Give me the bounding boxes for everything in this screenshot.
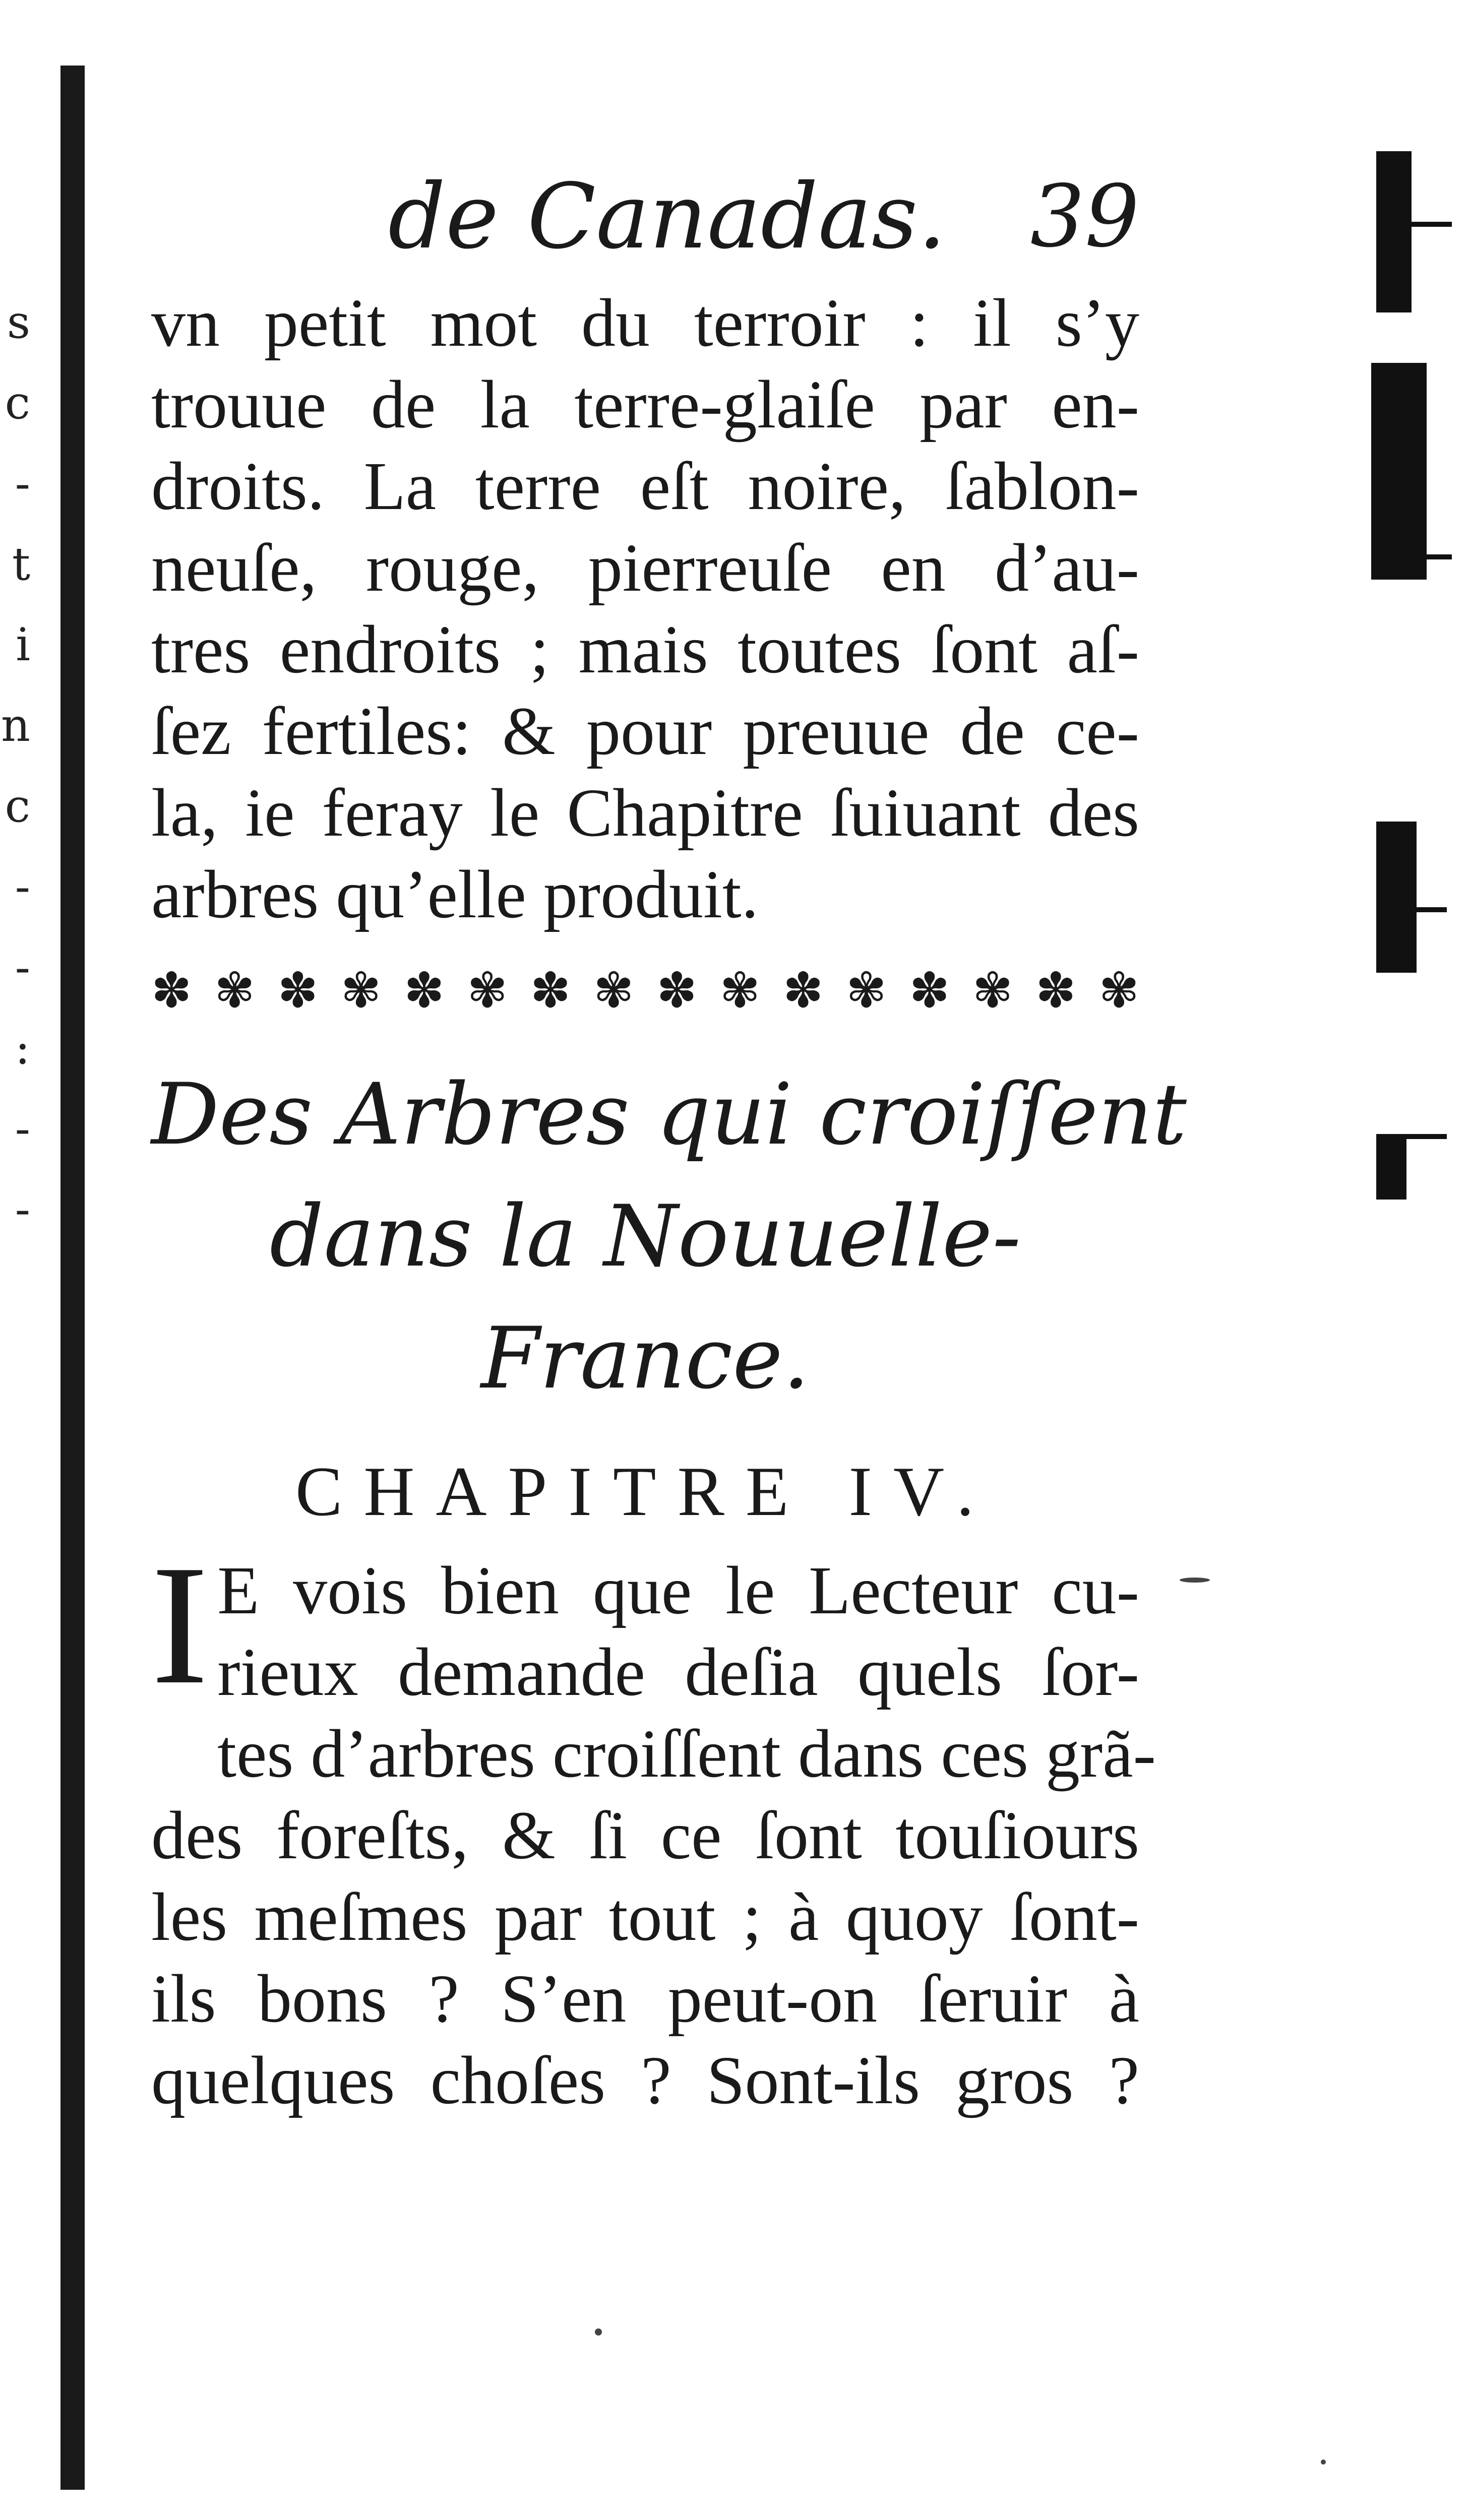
facing-page-mark: - — [15, 1183, 30, 1236]
chapter-title-line: France. — [480, 1309, 810, 1408]
facing-page-margin — [0, 282, 30, 1250]
ornamental-divider — [151, 960, 1139, 1021]
chapter-title-line: dans la Nouuelle- — [269, 1187, 1021, 1286]
facing-page-mark: - — [15, 457, 30, 510]
text-line: trouue de la terre-glaiſe par en- — [151, 367, 1139, 443]
facing-page-mark: t — [12, 538, 30, 591]
fleuron-icon: ✽ — [277, 962, 319, 1019]
fleuron-icon: ✾ — [972, 962, 1013, 1019]
chapter-title-line: Des Arbres qui croiſſent — [151, 1065, 1187, 1164]
text-line: rieux demande deſia quels ſor- — [217, 1634, 1139, 1710]
scan-speck — [1321, 2460, 1326, 2465]
text-line: des foreſts, & ſi ce ſont touſiours — [151, 1798, 1139, 1873]
bleed-tick — [1412, 907, 1447, 912]
fleuron-icon: ✽ — [1035, 962, 1076, 1019]
text-line: les meſmes par tout ; à quoy ſont- — [151, 1879, 1139, 1955]
text-line: neuſe, rouge, pierreuſe en d’au- — [151, 530, 1139, 606]
facing-page-mark: - — [15, 1102, 30, 1155]
next-page-bleed — [1361, 151, 1462, 1210]
text-line: arbres qu’elle produit. — [151, 857, 759, 932]
bleed-block — [1376, 1134, 1406, 1200]
opening-paragraph — [151, 282, 1139, 935]
facing-page-mark: : — [15, 1022, 30, 1075]
fleuron-icon: ✽ — [530, 962, 571, 1019]
page-header — [151, 156, 1139, 287]
chapter-label: CHAPITRE IV. — [295, 1453, 996, 1531]
facing-page-mark: s — [7, 296, 30, 349]
facing-page-mark: n — [1, 699, 30, 752]
page-number: 39 — [1030, 167, 1139, 267]
bleed-tick — [1412, 222, 1452, 227]
text-line: ſez fertiles: & pour preuue de ce- — [151, 694, 1139, 769]
fleuron-icon: ✾ — [719, 962, 761, 1019]
facing-page-mark: - — [15, 941, 30, 994]
text-line: quelques choſes ? Sont-ils gros ? — [151, 2043, 1139, 2118]
text-line: tres endroits ; mais toutes ſont aſ- — [151, 612, 1139, 687]
bleed-block — [1371, 363, 1427, 580]
scan-speck — [1180, 1578, 1210, 1583]
text-line: la, ie feray le Chapitre ſuiuant des — [151, 775, 1139, 851]
facing-page-mark: c — [5, 376, 30, 429]
fleuron-icon: ✾ — [467, 962, 508, 1019]
fleuron-icon: ✾ — [593, 962, 634, 1019]
chapter-title — [151, 1053, 1187, 1419]
fleuron-icon: ✽ — [909, 962, 950, 1019]
text-line: tes d’arbres croiſſent dans ces grã- — [217, 1716, 1156, 1792]
facing-page-mark: - — [15, 860, 30, 913]
bleed-tick — [1412, 554, 1452, 559]
facing-page-mark: i — [16, 618, 30, 671]
bleed-tick — [1406, 1134, 1447, 1139]
chapter-paragraph — [151, 1530, 1156, 2121]
text-line: vn petit mot du terroir : il s’y — [151, 285, 1139, 361]
scan-speck — [595, 2328, 602, 2336]
text-line: E vois bien que le Lecteur cu- — [217, 1553, 1139, 1628]
fleuron-icon: ✾ — [214, 962, 255, 1019]
bleed-block — [1376, 822, 1417, 973]
drop-cap: I — [151, 1530, 209, 1720]
text-line: droits. La terre eſt noire, ſablon- — [151, 449, 1139, 524]
text-line: ils bons ? S’en peut-on ſeruir à — [151, 1961, 1139, 2037]
running-title: de Canadas. — [388, 164, 946, 269]
fleuron-icon: ✽ — [404, 962, 445, 1019]
gutter-shadow — [60, 66, 85, 2490]
fleuron-icon: ✾ — [1098, 962, 1139, 1019]
fleuron-icon: ✽ — [782, 962, 824, 1019]
fleuron-icon: ✽ — [656, 962, 697, 1019]
facing-page-mark: c — [5, 780, 30, 833]
bleed-block — [1376, 151, 1412, 312]
fleuron-icon: ✽ — [151, 962, 192, 1019]
fleuron-icon: ✾ — [846, 962, 887, 1019]
fleuron-icon: ✾ — [340, 962, 382, 1019]
